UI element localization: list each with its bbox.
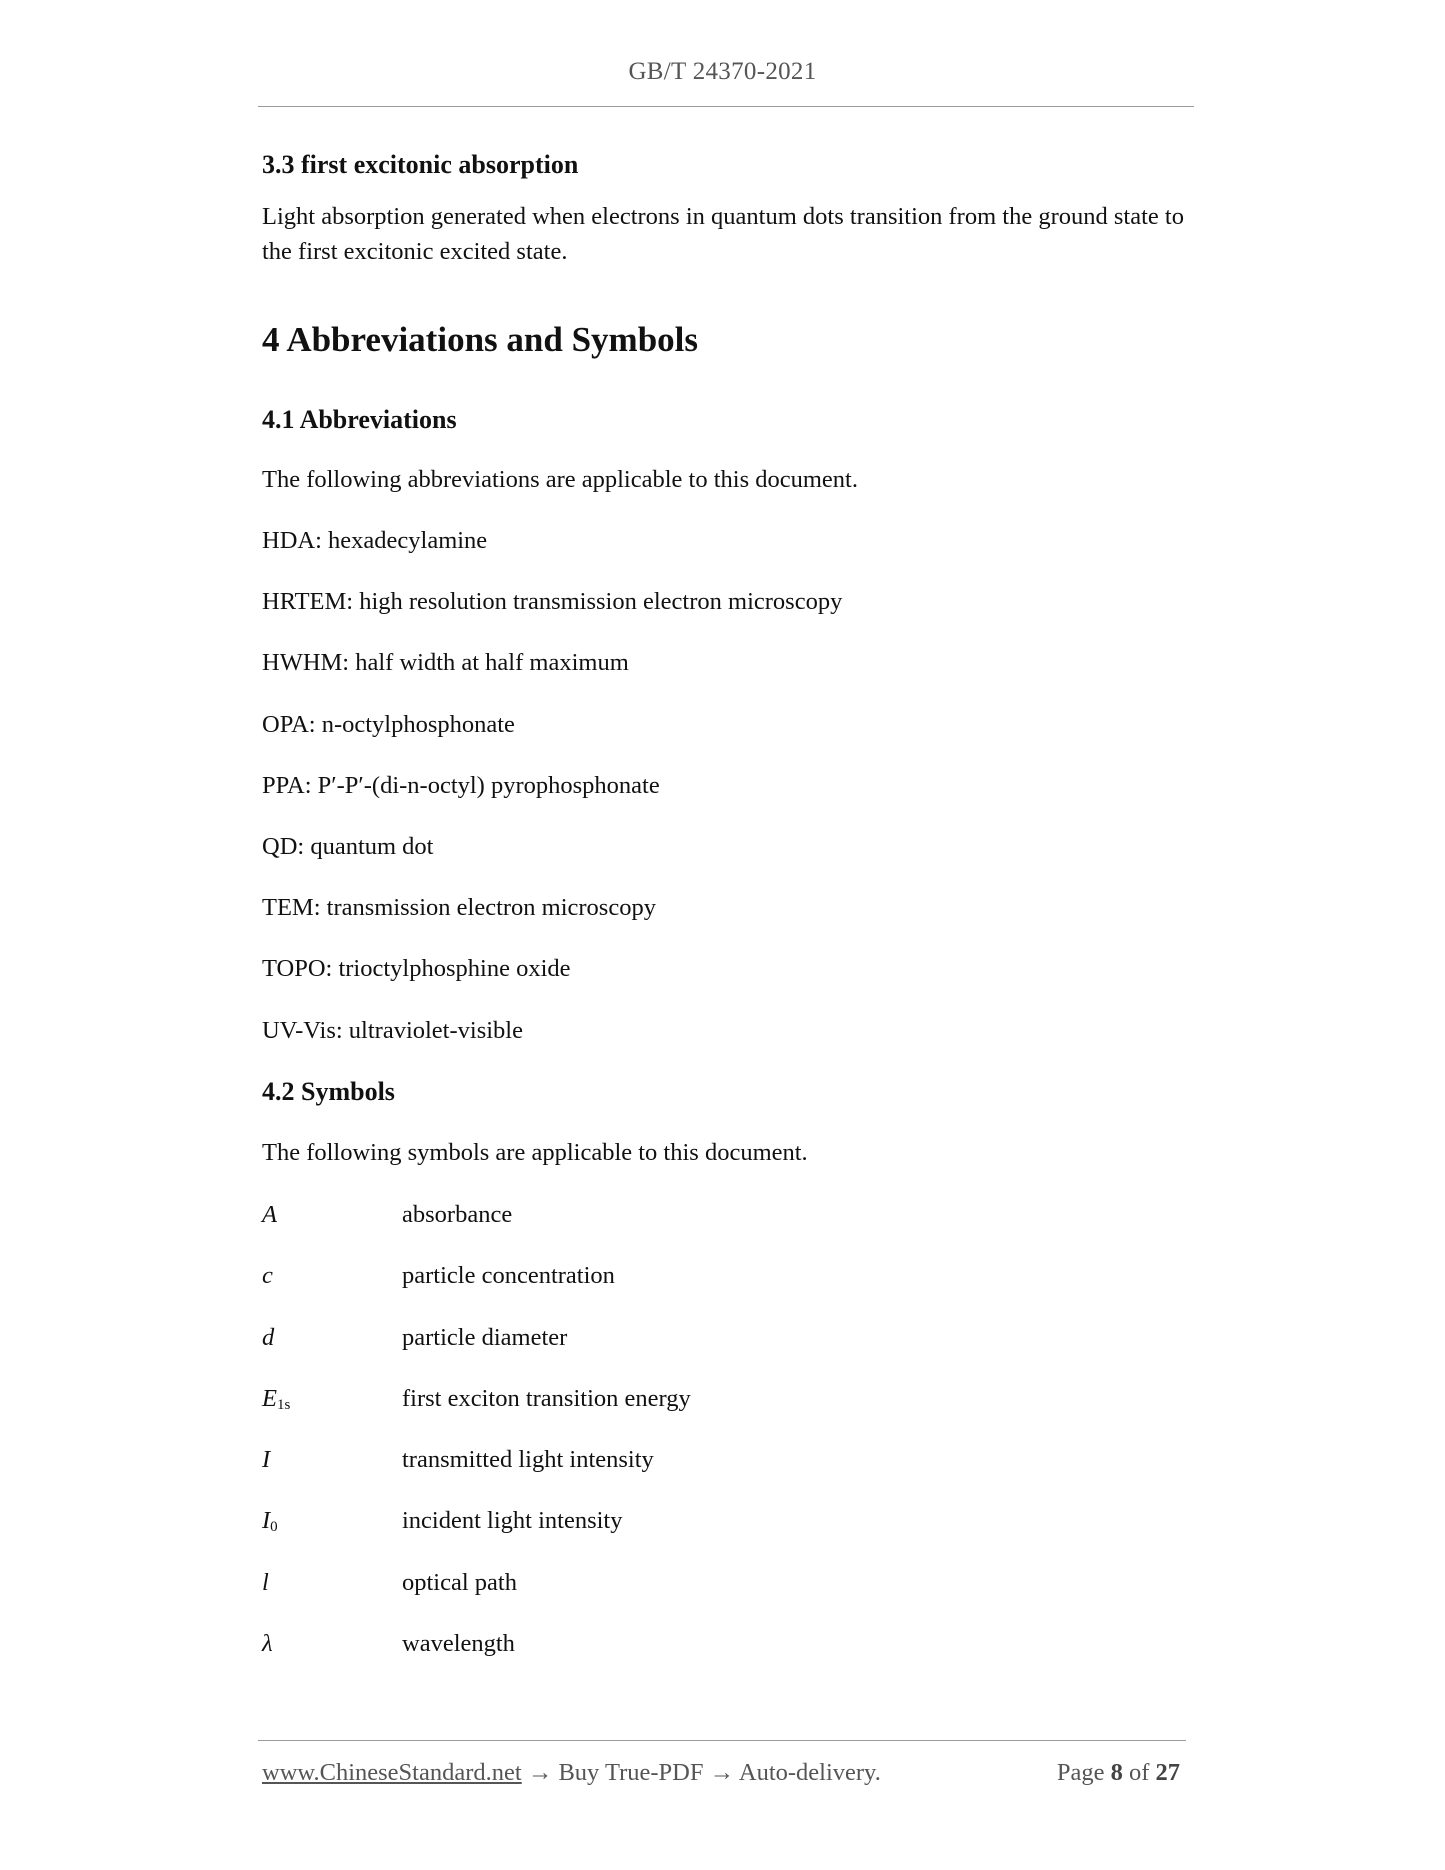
section-3-3-text: Light absorption generated when electrons in quantum dots transition from the ground state to the first excitonic excited state. xyxy=(262,203,1184,265)
symbol-description: absorbance xyxy=(402,1201,513,1228)
abbreviation-item: TOPO: trioctylphosphine oxide xyxy=(262,955,571,982)
header-divider xyxy=(258,106,1194,107)
footer-links xyxy=(262,1756,881,1790)
abbreviation-item: OPA: n-octylphosphonate xyxy=(262,711,515,738)
arrow-right-icon: → xyxy=(709,1759,735,1786)
section-4-heading: 4 Abbreviations and Symbols xyxy=(262,320,699,359)
abbreviation-item: UV-Vis: ultraviolet-visible xyxy=(262,1017,523,1044)
abbreviation-item: TEM: transmission electron microscopy xyxy=(262,894,656,921)
symbol: I xyxy=(262,1446,271,1473)
page-label: Page xyxy=(1056,1759,1105,1786)
auto-delivery-text: Auto-delivery. xyxy=(738,1759,881,1786)
symbol-description: optical path xyxy=(402,1569,517,1596)
arrow-right-icon: → xyxy=(527,1759,553,1786)
abbreviation-item: HWHM: half width at half maximum xyxy=(262,649,629,676)
abbreviation-item: PPA: P′-P′-(di-n-octyl) pyrophosphonate xyxy=(262,772,660,799)
symbol-description: incident light intensity xyxy=(402,1507,623,1534)
symbol: l xyxy=(262,1569,269,1596)
symbol: $E_{1s}$ xyxy=(262,1385,291,1413)
section-3-3-heading: 3.3 first excitonic absorption xyxy=(262,150,579,179)
abbreviation-item: QD: quantum dot xyxy=(262,833,434,860)
buy-true-pdf-text: Buy True-PDF xyxy=(558,1759,704,1786)
symbol: λ xyxy=(262,1630,273,1657)
symbol-description: particle diameter xyxy=(402,1324,568,1351)
footer-divider xyxy=(258,1740,1186,1741)
section-4-2-heading: 4.2 Symbols xyxy=(262,1077,395,1106)
symbol-description: first exciton transition energy xyxy=(402,1385,691,1412)
symbols-intro: The following symbols are applicable to this document. xyxy=(262,1139,808,1166)
page-header-title: GB/T 24370-2021 xyxy=(628,58,817,85)
of-label: of xyxy=(1128,1759,1150,1786)
symbol-description: particle concentration xyxy=(402,1262,615,1289)
symbol-description: wavelength xyxy=(402,1630,515,1657)
symbol: A xyxy=(262,1201,277,1228)
page-footer xyxy=(262,1756,1186,1790)
page-indicator xyxy=(1057,1756,1180,1790)
symbol-description: transmitted light intensity xyxy=(402,1446,654,1473)
symbol: $I_0$ xyxy=(262,1507,278,1535)
chinese-standard-link[interactable]: www.ChineseStandard.net xyxy=(262,1759,522,1786)
page-number: 8 xyxy=(1110,1759,1123,1786)
symbol: c xyxy=(262,1262,273,1289)
page-total: 27 xyxy=(1155,1759,1180,1786)
abbreviation-item: HRTEM: high resolution transmission electron microscopy xyxy=(262,588,843,615)
section-4-1-heading: 4.1 Abbreviations xyxy=(262,405,457,434)
symbol: d xyxy=(262,1324,275,1351)
abbreviations-intro: The following abbreviations are applicable to this document. xyxy=(262,466,858,493)
abbreviation-item: HDA: hexadecylamine xyxy=(262,527,488,554)
